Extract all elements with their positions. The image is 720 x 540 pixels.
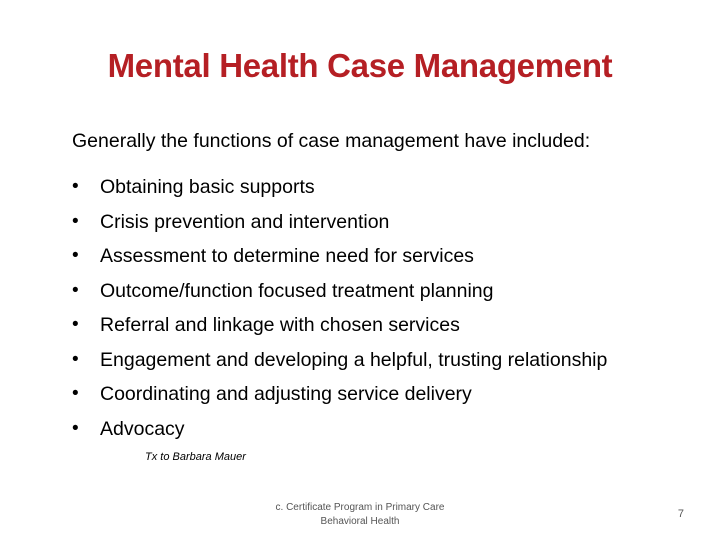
- bullet-text: Referral and linkage with chosen services: [100, 314, 460, 336]
- bullet-icon: •: [72, 383, 79, 404]
- bullet-text: Engagement and developing a helpful, trusting relationship: [100, 348, 608, 371]
- bullet-text: Advocacy: [100, 417, 185, 440]
- footer-line: c. Certificate Program in Primary Care: [275, 502, 445, 513]
- bullet-icon: •: [72, 245, 79, 266]
- bullet-icon: •: [72, 314, 79, 335]
- footer-text: [260, 501, 460, 529]
- slide-title: Mental Health Case Management: [107, 47, 613, 84]
- intro-text: Generally the functions of case management have included:: [72, 130, 591, 152]
- bullet-text: Coordinating and adjusting service delivery: [100, 383, 472, 405]
- bullet-icon: •: [72, 176, 79, 197]
- bullet-text: Crisis prevention and intervention: [100, 210, 390, 233]
- bullet-icon: •: [72, 210, 79, 232]
- credit-note: Tx to Barbara Mauer: [145, 451, 246, 463]
- footer-line: Behavioral Health: [320, 516, 400, 527]
- bullet-text: Assessment to determine need for services: [100, 245, 474, 267]
- bullet-text: Obtaining basic supports: [100, 176, 315, 198]
- bullet-text: Outcome/function focused treatment planning: [100, 279, 494, 302]
- bullet-icon: •: [72, 417, 79, 439]
- page-number: 7: [677, 508, 684, 520]
- bullet-icon: •: [72, 348, 79, 370]
- bullet-icon: •: [72, 279, 79, 301]
